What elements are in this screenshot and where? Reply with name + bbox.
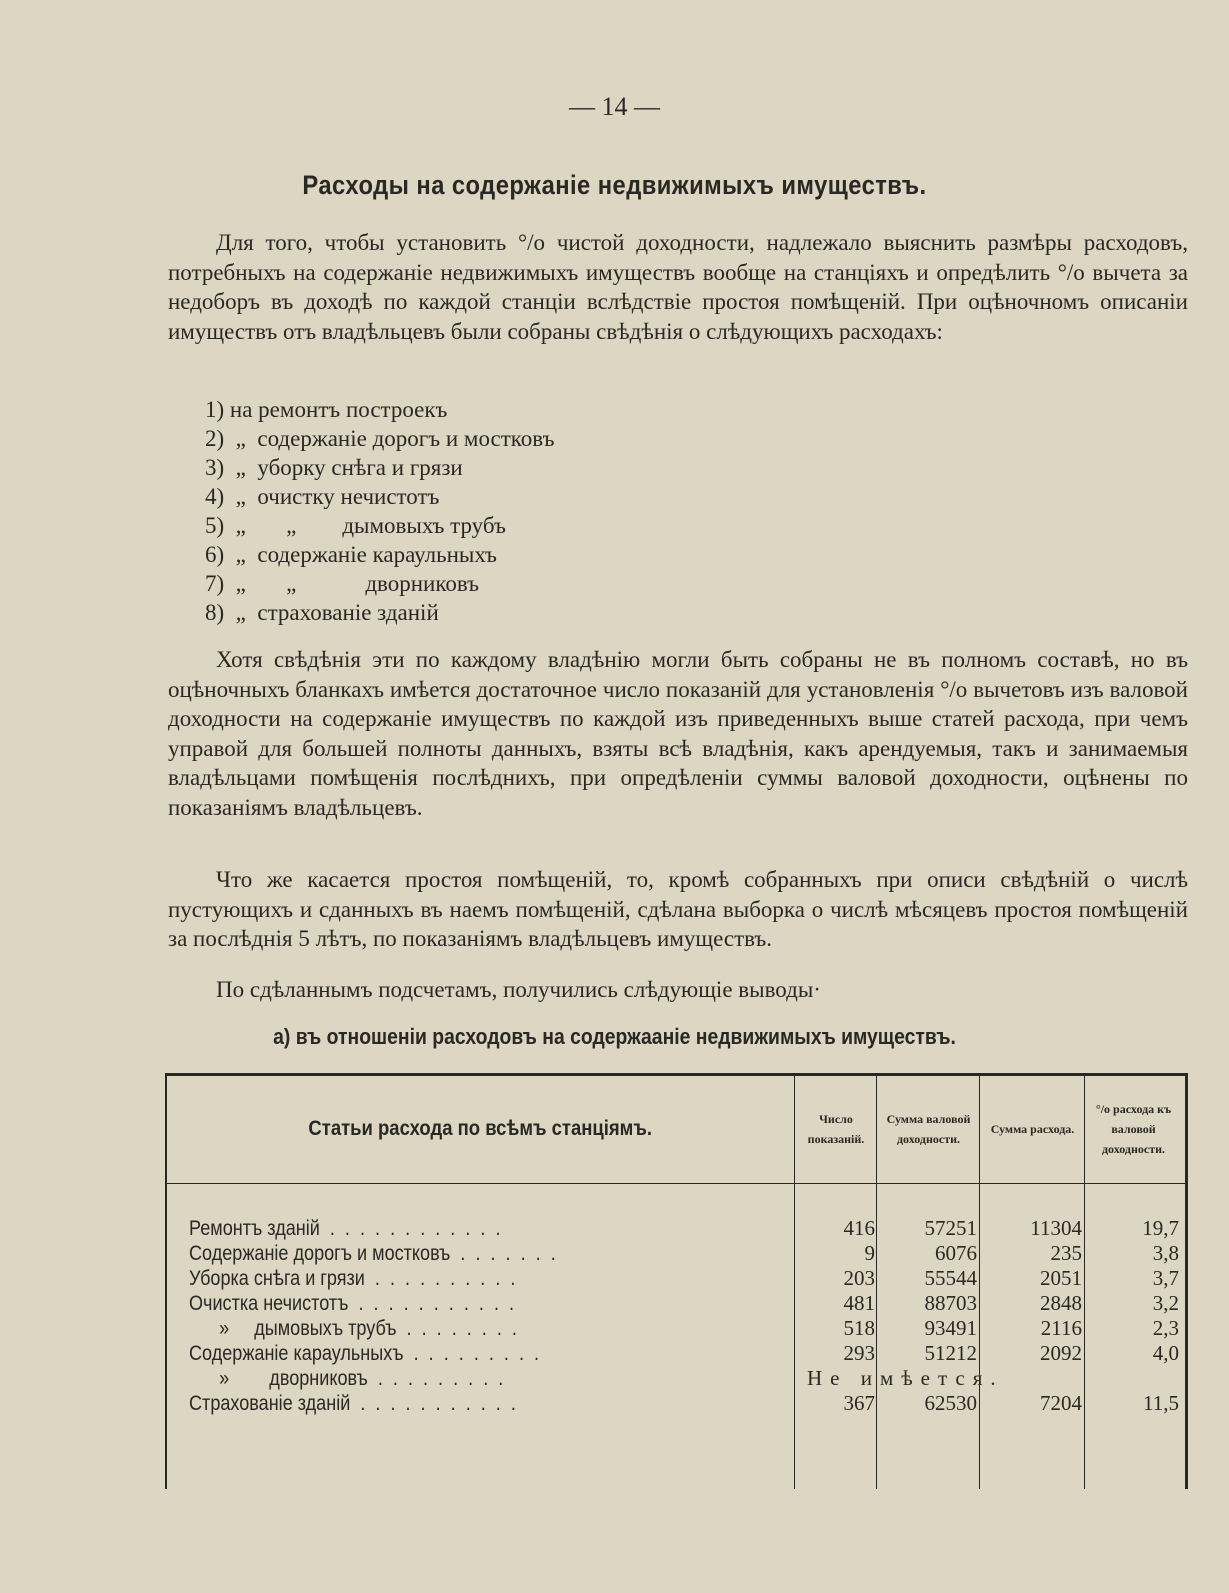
row-not-available: Не имѣется. — [807, 1366, 1004, 1390]
row-count: 203 — [843, 1266, 875, 1290]
header-item: Статьи расхода по всѣмъ станціямъ. — [308, 1117, 653, 1140]
list-item: 3) „ уборку снѣга и грязи — [205, 455, 463, 480]
list-item: 8) „ страхованіе зданій — [205, 600, 439, 625]
row-expense: 235 — [1050, 1241, 1082, 1265]
table-row — [167, 1241, 1185, 1266]
row-count: 9 — [864, 1241, 875, 1265]
list-item: 4) „ очистку нечистотъ — [205, 484, 440, 509]
row-label: » дымовыхъ трубъ . . . . . . . . — [189, 1317, 517, 1340]
expense-list — [205, 395, 555, 627]
section-title: Расходы на содержаніе недвижимыхъ имуществъ. — [302, 170, 927, 200]
row-expense: 2848 — [1040, 1291, 1082, 1315]
list-item: 7) „ „ дворниковъ — [205, 571, 480, 596]
row-percent: 3,7 — [1152, 1266, 1179, 1290]
row-percent: 11,5 — [1143, 1391, 1179, 1415]
row-expense: 11304 — [1030, 1216, 1082, 1240]
paragraph-2 — [168, 645, 1188, 822]
row-count: 518 — [843, 1316, 875, 1340]
row-expense: 2116 — [1040, 1316, 1082, 1340]
row-gross: 55544 — [924, 1266, 977, 1290]
row-expense: 2092 — [1040, 1341, 1082, 1365]
paragraph-4 — [168, 975, 1188, 1005]
list-item: 1) на ремонтъ построекъ — [205, 397, 448, 422]
list-item: 6) „ содержаніе караульныхъ — [205, 542, 497, 567]
row-gross: 57251 — [924, 1216, 977, 1240]
table-row — [167, 1216, 1185, 1241]
table-row — [167, 1366, 1185, 1391]
header-percent: °/о расхода къ валовой доходности. — [1095, 1102, 1172, 1156]
table-subtitle: а) въ отношеніи расходовъ на содержааніе недвижимыхъ имуществъ. — [273, 1024, 956, 1049]
row-label: Ремонтъ зданій . . . . . . . . . . . . — [189, 1217, 501, 1240]
header-gross: Сумма валовой доходности. — [886, 1112, 971, 1146]
row-label: » дворниковъ . . . . . . . . . — [189, 1367, 504, 1390]
row-label: Содержаніе караульныхъ . . . . . . . . . — [189, 1342, 540, 1365]
table-row — [167, 1291, 1185, 1316]
table-row — [167, 1341, 1185, 1366]
paragraph-1 — [168, 228, 1188, 346]
paragraph-2-text: Хотя свѣдѣнія эти по каждому владѣнію могли быть собраны не въ полномъ составѣ, но въ оцѣночныхъ бланкахъ имѣется достаточное число показаній для установленія °/о вычетовъ изъ валовой доходности на содержаніе имуществъ по каждой изъ приведенныхъ выше статей расхода, при чемъ управой для большей полноты данныхъ, взяты всѣ владѣнія, какъ арендуемыя, такъ и занимаемыя владѣльцами помѣщенія послѣднихъ, при опредѣленіи суммы валовой доходности, оцѣнены по показаніямъ владѣльцевъ. — [168, 647, 1188, 820]
header-count: Число показаній. — [807, 1112, 865, 1146]
expense-table — [165, 1073, 1188, 1489]
row-percent: 19,7 — [1142, 1216, 1179, 1240]
row-count: 293 — [843, 1341, 875, 1365]
row-percent: 2,3 — [1152, 1316, 1179, 1340]
page-number: — 14 — — [569, 92, 660, 121]
row-label: Очистка нечистотъ . . . . . . . . . . . — [189, 1292, 515, 1315]
row-percent: 3,8 — [1152, 1241, 1179, 1265]
paragraph-1-text: Для того, чтобы установить °/о чистой доходности, надлежало выяснить размѣры расходовъ, потребныхъ на содержаніе недвижимыхъ имуществъ вообще на станціяхъ и опредѣлить °/о вычета за недоборъ въ доходѣ по каждой станціи вслѣдствіе простоя помѣщеній. При оцѣночномъ описаніи имуществъ отъ владѣльцевъ были собраны свѣдѣнія о слѣдующихъ расходахъ: — [168, 230, 1188, 344]
row-gross: 88703 — [924, 1291, 977, 1315]
table-row — [167, 1266, 1185, 1291]
row-gross: 62530 — [924, 1391, 977, 1415]
paragraph-3 — [168, 865, 1188, 954]
row-gross: 93491 — [924, 1316, 977, 1340]
paragraph-3-text: Что же касается простоя помѣщеній, то, кромѣ собранныхъ при описи свѣдѣній о числѣ пустующихъ и сданныхъ въ наемъ помѣщеній, сдѣлана выборка о числѣ мѣсяцевъ простоя помѣщеній за послѣднія 5 лѣтъ, по показаніямъ владѣльцевъ имуществъ. — [168, 867, 1188, 951]
row-gross: 51212 — [924, 1341, 977, 1365]
row-count: 481 — [843, 1291, 875, 1315]
header-expense: Сумма расхода. — [990, 1122, 1075, 1136]
row-label: Содержаніе дорогъ и мостковъ . . . . . . . — [189, 1242, 556, 1265]
row-percent: 3,2 — [1152, 1291, 1179, 1315]
table-header-rule — [167, 1183, 1185, 1184]
row-percent: 4,0 — [1152, 1341, 1179, 1365]
table-row — [167, 1391, 1185, 1416]
paragraph-4-text: По сдѣланнымъ подсчетамъ, получились слѣдующіе выводы· — [216, 977, 821, 1002]
row-gross: 6076 — [935, 1241, 977, 1265]
row-label: Уборка снѣга и грязи . . . . . . . . . . — [189, 1267, 516, 1290]
row-count: 416 — [843, 1216, 875, 1240]
row-expense: 2051 — [1040, 1266, 1082, 1290]
table-row — [167, 1316, 1185, 1341]
row-count: 367 — [843, 1391, 875, 1415]
row-label: Страхованіе зданій . . . . . . . . . . . — [189, 1392, 516, 1415]
row-expense: 7204 — [1040, 1391, 1082, 1415]
list-item: 5) „ „ дымовыхъ трубъ — [205, 513, 506, 538]
list-item: 2) „ содержаніе дорогъ и мостковъ — [205, 426, 555, 451]
